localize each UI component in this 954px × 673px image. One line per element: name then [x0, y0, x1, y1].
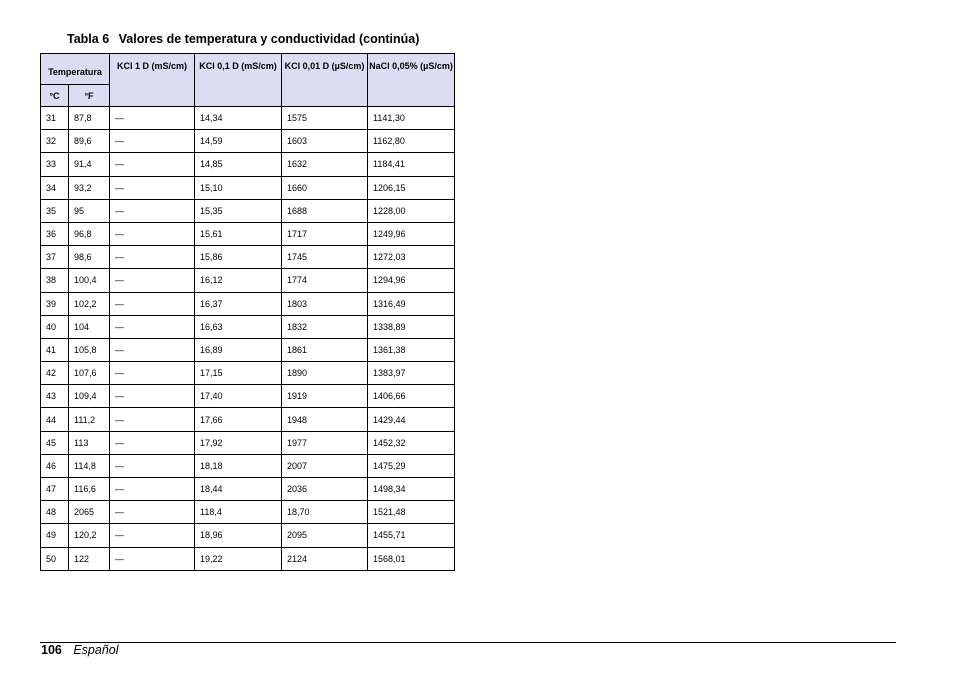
cell-kcl-01d: 16,89 [195, 338, 282, 361]
cell-kcl-001d: 2095 [282, 524, 368, 547]
cell-kcl-1d: — [110, 176, 195, 199]
cell-kcl-01d: 16,63 [195, 315, 282, 338]
temperature-conductivity-table [40, 53, 455, 571]
table-row [41, 524, 455, 547]
cell-nacl: 1475,29 [368, 454, 455, 477]
cell-fahrenheit: 104 [69, 315, 110, 338]
cell-celsius: 33 [41, 153, 69, 176]
cell-celsius: 37 [41, 246, 69, 269]
cell-fahrenheit: 105,8 [69, 338, 110, 361]
header-fahrenheit: °F [69, 85, 110, 107]
cell-celsius: 38 [41, 269, 69, 292]
cell-nacl: 1455,71 [368, 524, 455, 547]
cell-kcl-001d: 1660 [282, 176, 368, 199]
header-nacl-label: NaCl 0,05% (µS/cm) [369, 61, 453, 71]
cell-kcl-01d: 16,37 [195, 292, 282, 315]
table-row [41, 130, 455, 153]
cell-fahrenheit: 122 [69, 547, 110, 570]
cell-fahrenheit: 107,6 [69, 362, 110, 385]
cell-kcl-1d: — [110, 454, 195, 477]
cell-kcl-001d: 1948 [282, 408, 368, 431]
cell-celsius: 36 [41, 222, 69, 245]
table-title: Valores de temperatura y conductividad (continúa) [118, 32, 420, 46]
table-row [41, 385, 455, 408]
footer-divider [40, 642, 896, 643]
cell-celsius: 45 [41, 431, 69, 454]
table-row [41, 199, 455, 222]
cell-celsius: 40 [41, 315, 69, 338]
cell-celsius: 48 [41, 501, 69, 524]
page-footer [41, 643, 119, 657]
cell-fahrenheit: 89,6 [69, 130, 110, 153]
header-kcl-001d [282, 54, 368, 107]
header-kcl-001d-label: KCl 0,01 D (µS/cm) [284, 61, 365, 71]
cell-kcl-01d: 15,86 [195, 246, 282, 269]
cell-fahrenheit: 87,8 [69, 107, 110, 130]
cell-celsius: 50 [41, 547, 69, 570]
cell-kcl-1d: — [110, 431, 195, 454]
cell-celsius: 39 [41, 292, 69, 315]
cell-nacl: 1361,38 [368, 338, 455, 361]
cell-kcl-1d: — [110, 547, 195, 570]
cell-kcl-001d: 1919 [282, 385, 368, 408]
cell-celsius: 32 [41, 130, 69, 153]
table-row [41, 454, 455, 477]
cell-kcl-01d: 15,61 [195, 222, 282, 245]
page-number: 106 [41, 643, 62, 657]
cell-kcl-1d: — [110, 408, 195, 431]
cell-celsius: 41 [41, 338, 69, 361]
cell-nacl: 1184,41 [368, 153, 455, 176]
cell-kcl-001d: 1717 [282, 222, 368, 245]
table-header [41, 54, 455, 107]
table-caption [67, 32, 419, 46]
cell-fahrenheit: 116,6 [69, 478, 110, 501]
cell-kcl-001d: 1774 [282, 269, 368, 292]
cell-nacl: 1272,03 [368, 246, 455, 269]
cell-fahrenheit: 93,2 [69, 176, 110, 199]
cell-kcl-1d: — [110, 385, 195, 408]
table-row [41, 292, 455, 315]
cell-kcl-001d: 2124 [282, 547, 368, 570]
cell-kcl-1d: — [110, 246, 195, 269]
cell-kcl-1d: — [110, 199, 195, 222]
table-row [41, 431, 455, 454]
table-row [41, 547, 455, 570]
table-row [41, 362, 455, 385]
cell-nacl: 1141,30 [368, 107, 455, 130]
cell-celsius: 42 [41, 362, 69, 385]
cell-nacl: 1429,44 [368, 408, 455, 431]
cell-kcl-1d: — [110, 222, 195, 245]
cell-kcl-01d: 19,22 [195, 547, 282, 570]
cell-kcl-01d: 16,12 [195, 269, 282, 292]
cell-kcl-1d: — [110, 153, 195, 176]
header-kcl-01d [195, 54, 282, 107]
cell-kcl-001d: 18,70 [282, 501, 368, 524]
cell-kcl-1d: — [110, 315, 195, 338]
table-row [41, 501, 455, 524]
cell-kcl-001d: 1861 [282, 338, 368, 361]
cell-nacl: 1228,00 [368, 199, 455, 222]
cell-kcl-1d: — [110, 130, 195, 153]
cell-kcl-001d: 1890 [282, 362, 368, 385]
cell-kcl-01d: 15,10 [195, 176, 282, 199]
cell-nacl: 1568,01 [368, 547, 455, 570]
cell-kcl-001d: 1745 [282, 246, 368, 269]
header-kcl-01d-label: KCl 0,1 D (mS/cm) [199, 61, 277, 71]
cell-kcl-001d: 1803 [282, 292, 368, 315]
cell-kcl-01d: 17,40 [195, 385, 282, 408]
table-row [41, 107, 455, 130]
cell-kcl-01d: 14,85 [195, 153, 282, 176]
cell-kcl-01d: 17,15 [195, 362, 282, 385]
cell-celsius: 47 [41, 478, 69, 501]
cell-kcl-001d: 1832 [282, 315, 368, 338]
cell-kcl-1d: — [110, 292, 195, 315]
header-temperature: Temperatura [41, 54, 110, 85]
cell-celsius: 43 [41, 385, 69, 408]
table-row [41, 315, 455, 338]
cell-kcl-01d: 15,35 [195, 199, 282, 222]
cell-celsius: 44 [41, 408, 69, 431]
cell-kcl-001d: 1603 [282, 130, 368, 153]
cell-fahrenheit: 114,8 [69, 454, 110, 477]
header-row-primary [41, 54, 455, 85]
cell-kcl-01d: 118,4 [195, 501, 282, 524]
cell-nacl: 1249,96 [368, 222, 455, 245]
cell-celsius: 49 [41, 524, 69, 547]
cell-fahrenheit: 113 [69, 431, 110, 454]
cell-nacl: 1338,89 [368, 315, 455, 338]
table-row [41, 222, 455, 245]
cell-nacl: 1452,32 [368, 431, 455, 454]
cell-fahrenheit: 96,8 [69, 222, 110, 245]
cell-kcl-001d: 1575 [282, 107, 368, 130]
cell-fahrenheit: 111,2 [69, 408, 110, 431]
cell-nacl: 1316,49 [368, 292, 455, 315]
cell-fahrenheit: 100,4 [69, 269, 110, 292]
cell-kcl-01d: 14,34 [195, 107, 282, 130]
cell-kcl-1d: — [110, 524, 195, 547]
table-row [41, 338, 455, 361]
cell-kcl-001d: 2036 [282, 478, 368, 501]
cell-celsius: 35 [41, 199, 69, 222]
cell-kcl-01d: 18,18 [195, 454, 282, 477]
table-row [41, 153, 455, 176]
cell-celsius: 34 [41, 176, 69, 199]
cell-kcl-01d: 14,59 [195, 130, 282, 153]
cell-kcl-01d: 17,92 [195, 431, 282, 454]
cell-kcl-01d: 18,44 [195, 478, 282, 501]
cell-fahrenheit: 2065 [69, 501, 110, 524]
cell-fahrenheit: 98,6 [69, 246, 110, 269]
cell-fahrenheit: 109,4 [69, 385, 110, 408]
cell-fahrenheit: 95 [69, 199, 110, 222]
table-row [41, 408, 455, 431]
cell-kcl-1d: — [110, 478, 195, 501]
cell-kcl-001d: 1632 [282, 153, 368, 176]
cell-nacl: 1206,15 [368, 176, 455, 199]
cell-nacl: 1498,34 [368, 478, 455, 501]
cell-nacl: 1383,97 [368, 362, 455, 385]
cell-nacl: 1294,96 [368, 269, 455, 292]
table-row [41, 269, 455, 292]
cell-nacl: 1406,66 [368, 385, 455, 408]
table-row [41, 478, 455, 501]
cell-kcl-1d: — [110, 501, 195, 524]
table-body [41, 107, 455, 571]
cell-kcl-001d: 1688 [282, 199, 368, 222]
cell-kcl-1d: — [110, 362, 195, 385]
header-nacl [368, 54, 455, 107]
footer-language: Español [73, 643, 119, 657]
cell-kcl-001d: 2007 [282, 454, 368, 477]
cell-kcl-1d: — [110, 269, 195, 292]
cell-celsius: 46 [41, 454, 69, 477]
cell-fahrenheit: 102,2 [69, 292, 110, 315]
cell-kcl-1d: — [110, 338, 195, 361]
cell-nacl: 1521,48 [368, 501, 455, 524]
table-row [41, 176, 455, 199]
header-kcl-1d: KCl 1 D (mS/cm) [110, 54, 195, 107]
cell-celsius: 31 [41, 107, 69, 130]
table-number: Tabla 6 [67, 32, 110, 46]
cell-kcl-01d: 17,66 [195, 408, 282, 431]
cell-fahrenheit: 120,2 [69, 524, 110, 547]
table-row [41, 246, 455, 269]
cell-nacl: 1162,80 [368, 130, 455, 153]
header-celsius: °C [41, 85, 69, 107]
cell-fahrenheit: 91,4 [69, 153, 110, 176]
cell-kcl-001d: 1977 [282, 431, 368, 454]
cell-kcl-1d: — [110, 107, 195, 130]
cell-kcl-01d: 18,96 [195, 524, 282, 547]
